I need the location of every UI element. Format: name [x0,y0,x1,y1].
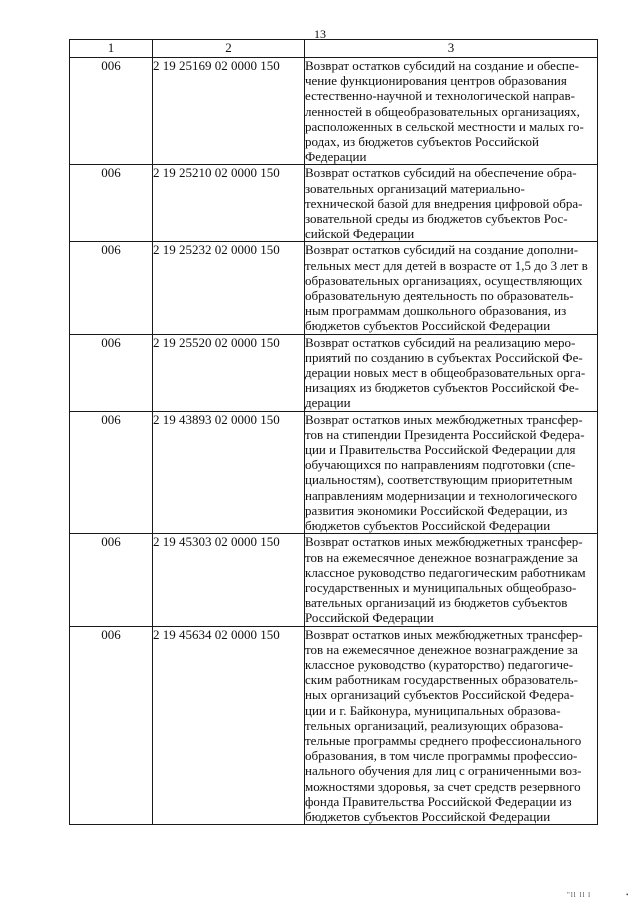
description-line: можностями здоровья, за счет средств резервного [305,778,581,794]
description-line: развития экономики Российской Федерации, из [305,502,568,518]
table-header-row [70,40,598,58]
budget-code-cell: 2 19 45634 02 0000 150 [153,626,305,825]
table-row [70,58,598,165]
description-line: дерации новых мест в общеобразовательных орга- [305,365,586,381]
admin-code-cell: 006 [70,58,153,165]
description-cell [305,411,598,534]
description-line: тов на стипендии Президента Российской Федера- [305,426,585,442]
budget-code-cell: 2 19 43893 02 0000 150 [153,411,305,534]
admin-code-cell: 006 [70,626,153,825]
description-line: ных организаций субъектов Российской Федера- [305,687,574,703]
description-line: дерации [305,395,351,411]
budget-code-cell: 2 19 25169 02 0000 150 [153,58,305,165]
description-line: технической базой для внедрения цифровой обра- [305,195,583,211]
description-line: фонда Правительства Российской Федерации из [305,793,572,809]
description-line: тов на ежемесячное денежное вознаграждение за [305,549,578,565]
admin-code-cell: 006 [70,165,153,242]
description-line: образовательных организациях, осуществляющих [305,272,583,288]
description-line: низациях из бюджетов субъектов Российской Фе- [305,380,580,396]
table-row [70,534,598,626]
budget-code-cell: 2 19 25520 02 0000 150 [153,334,305,411]
column-header-2: 2 [153,40,305,58]
description-line: Возврат остатков субсидий на создание дополни- [305,242,579,258]
description-line: образования, в том числе программы профессио- [305,748,578,764]
table-row [70,165,598,242]
description-line: ции и Правительства Российской Федерации для [305,442,576,458]
description-line: чение функционирования центров образования [305,73,567,89]
description-line: классное руководство (кураторство) педагогиче- [305,656,574,672]
description-line: зовательной среды из бюджетов субъектов Рос- [305,211,568,227]
description-cell [305,165,598,242]
description-line: Федерации [305,149,367,165]
description-line: ленностей в общеобразовательных организациях, [305,103,580,119]
revenue-classification-table [69,39,598,825]
table-row [70,242,598,334]
description-line: Возврат остатков субсидий на создание и обеспе- [305,58,579,73]
description-line: нального обучения для лиц с ограниченными воз- [305,763,582,779]
description-line: Возврат остатков субсидий на обеспечение обра- [305,165,577,181]
description-line: циальностям), соответствующим приоритетным [305,472,573,488]
budget-code-cell: 2 19 25232 02 0000 150 [153,242,305,334]
description-line: обучающихся по направлениям подготовки (спе- [305,457,576,473]
admin-code-cell: 006 [70,242,153,334]
description-line: тельные программы среднего профессионального [305,732,582,748]
column-header-3: 3 [305,40,598,58]
column-header-1: 1 [70,40,153,58]
description-line: Российской Федерации [305,610,434,626]
description-line: тельных организаций, реализующих образова- [305,717,564,733]
description-line: тельных мест для детей в возрасте от 1,5 до 3 лет в [305,257,588,273]
table-row [70,334,598,411]
scan-corner-mark: "ll ll l [567,891,592,899]
description-line: тов на ежемесячное денежное вознаграждение за [305,641,578,657]
description-line: приятий по созданию в субъектах Российской Фе- [305,349,583,365]
description-line: Возврат остатков субсидий на реализацию меро- [305,334,576,350]
page-number: 13 [314,27,326,41]
admin-code-cell: 006 [70,534,153,626]
description-line: образовательную деятельность по образователь- [305,288,574,304]
description-line: направлениям модернизации и технологического [305,487,578,503]
admin-code-cell: 006 [70,334,153,411]
table-row [70,626,598,825]
budget-code-cell: 2 19 25210 02 0000 150 [153,165,305,242]
description-line: расположенных в сельской местности и малых го- [305,118,584,134]
scan-corner-dot: • [626,891,629,899]
description-line: естественно-научной и технологической направ- [305,88,575,104]
description-line: Возврат остатков иных межбюджетных трансфер- [305,626,583,642]
description-line: бюджетов субъектов Российской Федерации [305,318,551,334]
description-line: сийской Федерации [305,226,415,242]
description-cell [305,534,598,626]
table-body [70,58,598,825]
description-line: зовательных организаций материально- [305,180,525,196]
budget-code-cell: 2 19 45303 02 0000 150 [153,534,305,626]
description-line: вательных организаций из бюджетов субъектов [305,595,568,611]
description-cell [305,242,598,334]
description-line: Возврат остатков иных межбюджетных трансфер- [305,411,583,427]
table-row [70,411,598,534]
description-line: родах, из бюджетов субъектов Российской [305,134,539,150]
admin-code-cell: 006 [70,411,153,534]
description-line: бюджетов субъектов Российской Федерации [305,518,551,534]
description-cell [305,626,598,825]
description-line: ским работникам государственных образователь- [305,672,578,688]
description-cell [305,58,598,165]
description-line: ции и г. Байконура, муниципальных образова- [305,702,561,718]
description-line: Возврат остатков иных межбюджетных трансфер- [305,534,583,550]
description-line: государственных и муниципальных общеобразо- [305,579,577,595]
description-line: классное руководство педагогическим работникам [305,564,586,580]
description-line: ным программам дошкольного образования, из [305,303,567,319]
description-cell [305,334,598,411]
description-line: бюджетов субъектов Российской Федерации [305,808,551,824]
